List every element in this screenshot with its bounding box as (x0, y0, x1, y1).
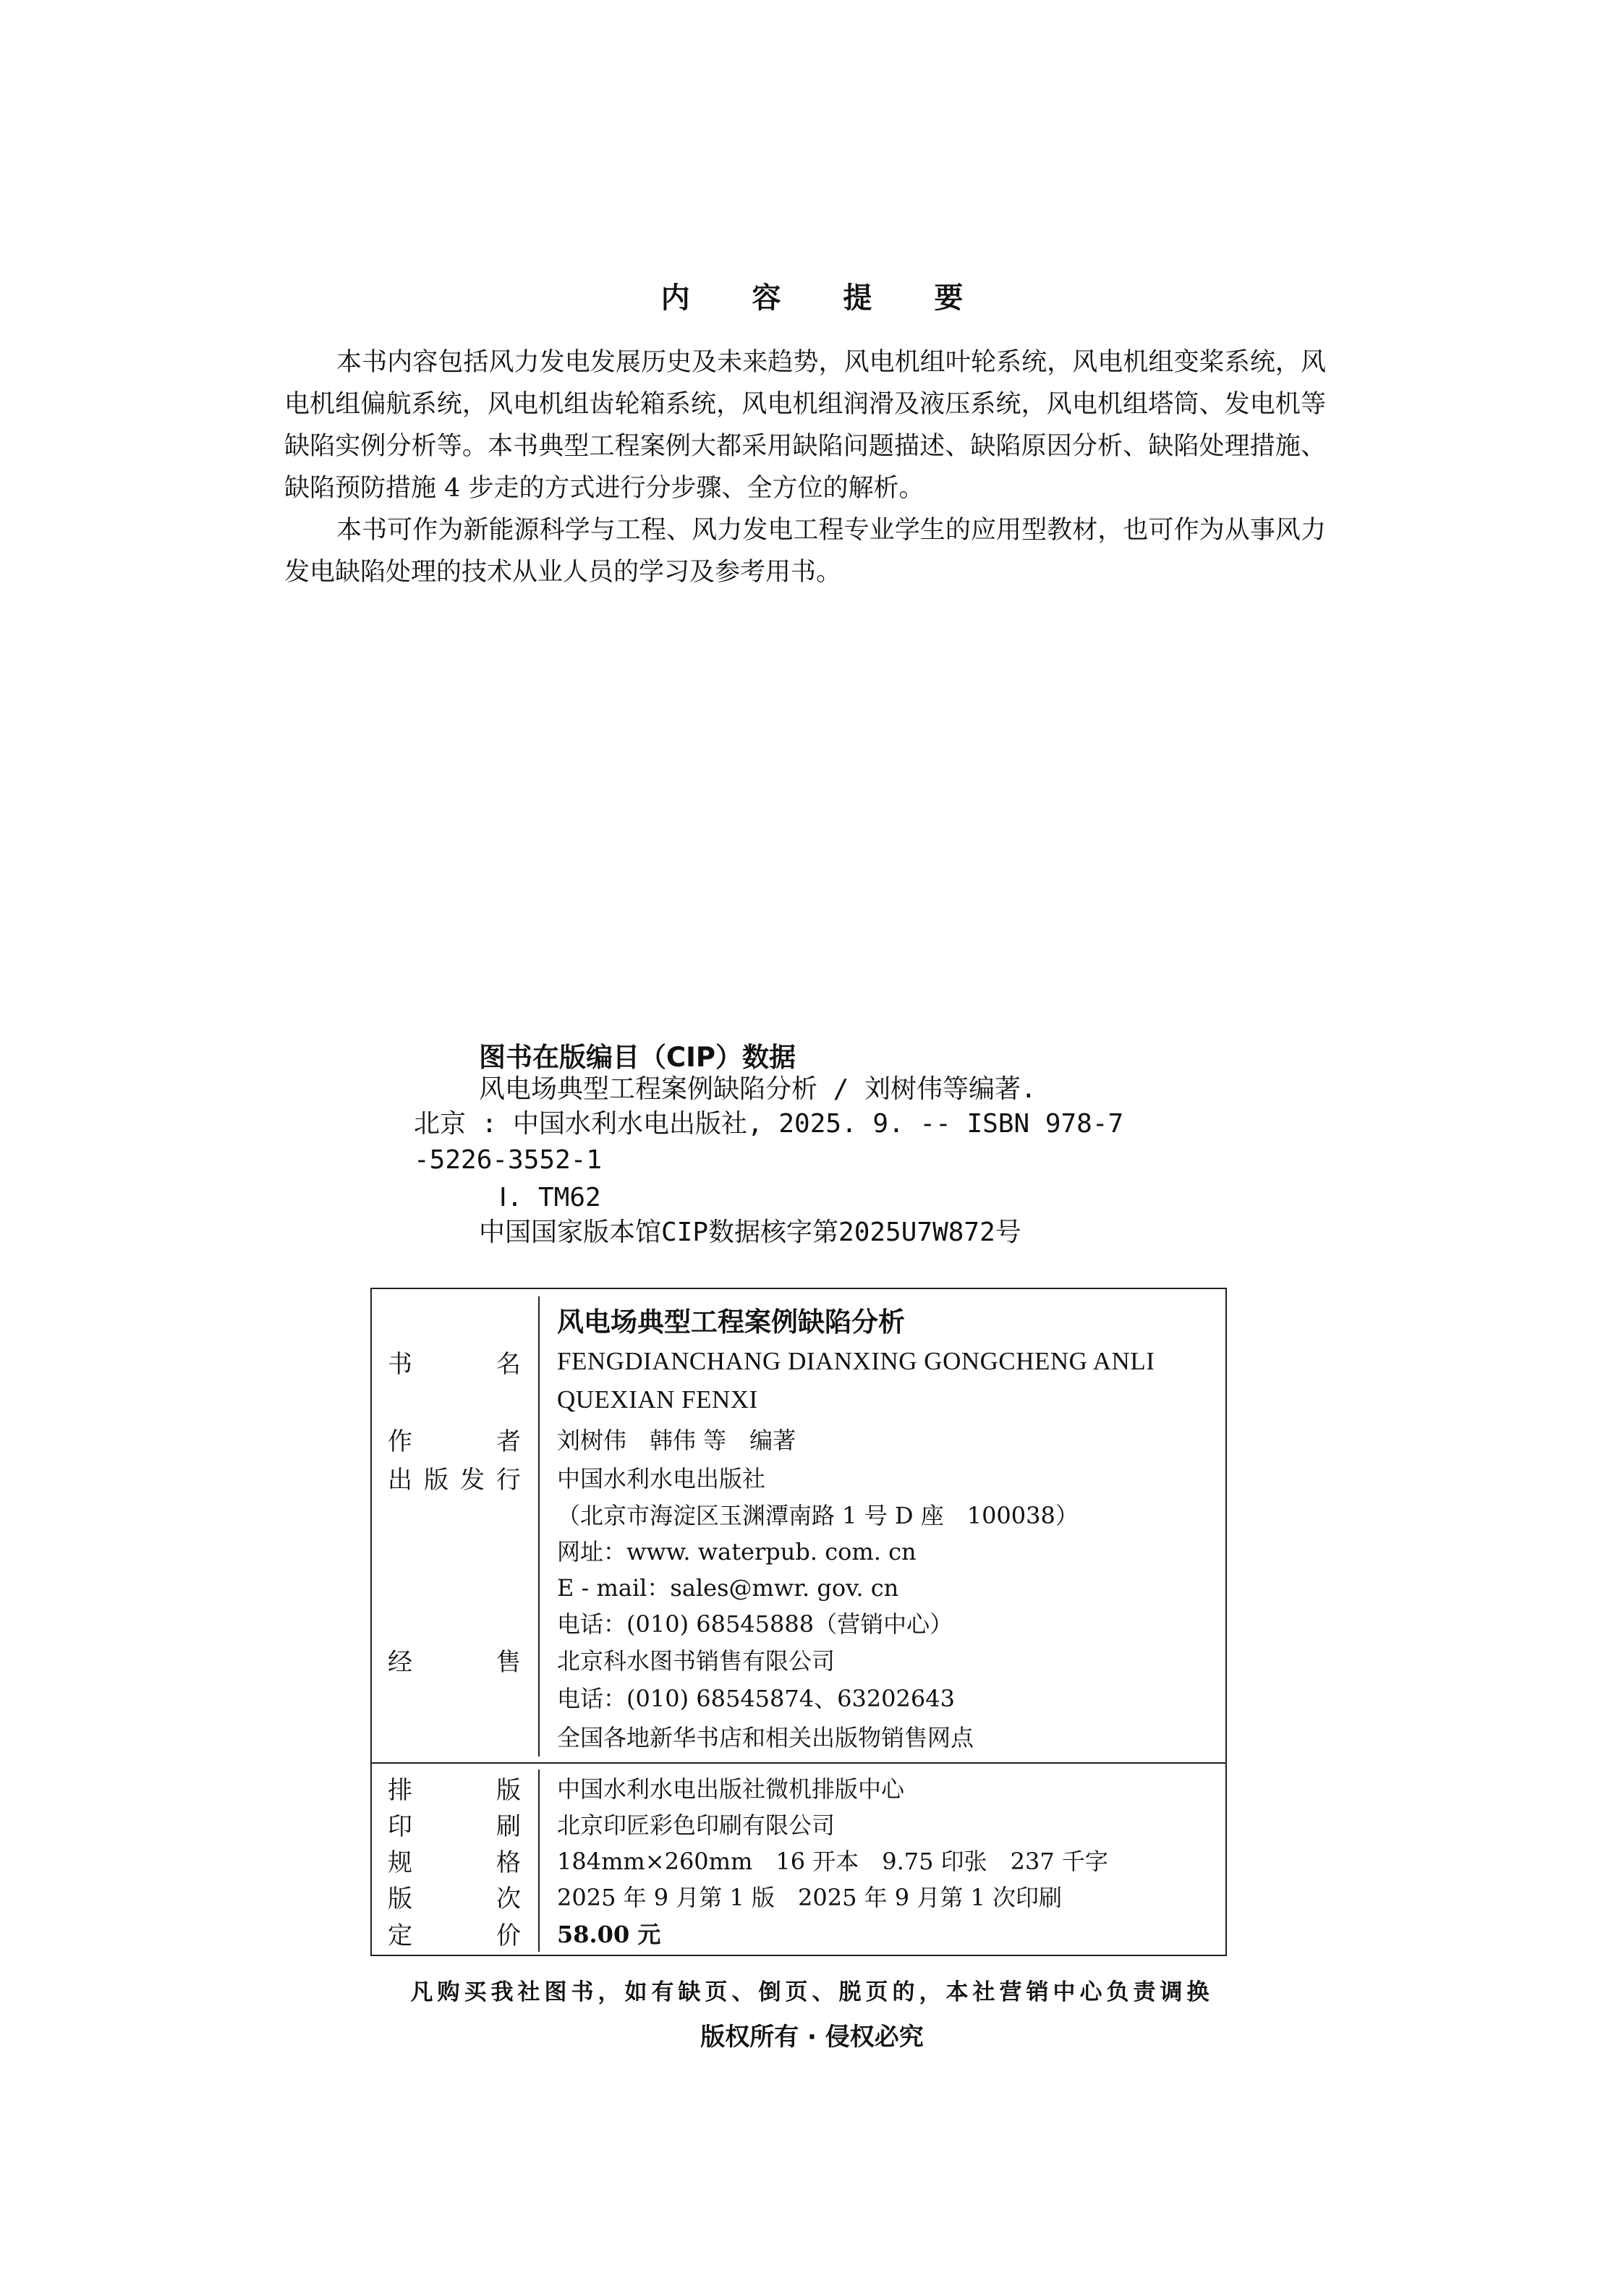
distributor-name: 北京科水图书销售有限公司 (557, 1647, 836, 1675)
table-key-char: 格 (496, 1848, 521, 1877)
printing-value: 北京印匠彩色印刷有限公司 (557, 1811, 836, 1839)
table-key-edition (372, 1878, 540, 1914)
table-key-empty (372, 1605, 540, 1641)
price-value: 58.00 元 (557, 1921, 661, 1948)
table-key-price (372, 1914, 540, 1952)
table-section-production (372, 1762, 1225, 1955)
table-key-char: 印 (388, 1811, 412, 1841)
table-key-empty (372, 1496, 540, 1532)
table-key-char: 者 (496, 1427, 521, 1456)
table-key-char: 售 (496, 1647, 521, 1677)
table-key-char: 定 (388, 1921, 412, 1950)
table-key-char: 经 (388, 1647, 412, 1677)
cip-line: 中国国家版本馆CIP数据核字第2025U7W872号 (479, 1218, 1021, 1247)
table-key-char: 次 (496, 1884, 521, 1913)
copyright-info-table (370, 1288, 1227, 1956)
cip-line: -5226-3552-1 (414, 1145, 603, 1175)
table-key-char: 版 (388, 1884, 412, 1913)
table-key-spec (372, 1842, 540, 1878)
publisher-email: E - mail：sales@mwr. gov. cn (557, 1574, 899, 1602)
table-key-char: 书 (388, 1349, 412, 1379)
table-key-empty (372, 1568, 540, 1605)
spec-value: 184mm×260mm 16 开本 9.75 印张 237 千字 (557, 1848, 1108, 1875)
summary-paragraph-2: 本书可作为新能源科学与工程、风力发电工程专业学生的应用型教材，也可作为从事风力发电缺陷处理的技术从业人员的学习及参考用书。 (284, 516, 1326, 587)
table-key-empty (372, 1532, 540, 1568)
table-key-char: 排 (388, 1775, 412, 1805)
cip-line: 风电场典型工程案例缺陷分析 / 刘树伟等编著. (479, 1074, 1037, 1104)
author-value: 刘树伟 韩伟 等 编著 (557, 1427, 796, 1454)
summary-title: 内 容 提 要 (660, 281, 990, 315)
cip-line: 北京 : 中国水利水电出版社, 2025. 9. -- ISBN 978-7 (414, 1109, 1124, 1139)
table-key-char: 刷 (496, 1811, 521, 1841)
table-key-char: 名 (496, 1349, 521, 1379)
table-key-printing (372, 1806, 540, 1842)
book-title-en: FENGDIANCHANG DIANXING GONGCHENG ANLI (557, 1347, 1155, 1375)
table-key-publisher (372, 1458, 540, 1496)
table-key-author (372, 1419, 540, 1458)
table-key-char: 作 (388, 1427, 412, 1456)
table-section-publication (372, 1289, 1225, 1762)
table-key-empty (372, 1296, 540, 1343)
table-key-empty (372, 1716, 540, 1756)
footer-notice: 凡购买我社图书，如有缺页、倒页、脱页的，本社营销中心负责调换 (410, 1979, 1214, 2005)
footer-rights: 版权所有 · 侵权必究 (700, 2023, 924, 2052)
table-key-char: 行 (496, 1465, 521, 1495)
table-key-char: 版 (424, 1465, 448, 1495)
typesetting-value: 中国水利水电出版社微机排版中心 (557, 1775, 905, 1803)
book-title-cn: 风电场典型工程案例缺陷分析 (557, 1307, 905, 1338)
distributor-phone: 电话：(010) 68545874、63202643 (557, 1685, 955, 1712)
table-key-empty (372, 1678, 540, 1716)
table-key-char: 价 (496, 1921, 521, 1950)
publisher-name: 中国水利水电出版社 (557, 1465, 766, 1492)
table-key-char: 出 (388, 1465, 412, 1495)
table-key-empty (372, 1380, 540, 1419)
publisher-phone: 电话：(010) 68545888（营销中心） (557, 1610, 953, 1638)
cip-heading: 图书在版编目（CIP）数据 (479, 1042, 796, 1073)
table-key-char: 规 (388, 1848, 412, 1877)
cip-line: Ⅰ. TM62 (499, 1183, 601, 1212)
table-key-book-name (372, 1343, 540, 1380)
book-title-en: QUEXIAN FENXI (557, 1385, 758, 1414)
publisher-web: 网址：www. waterpub. com. cn (557, 1538, 917, 1565)
publisher-address: （北京市海淀区玉渊潭南路 1 号 D 座 100038） (557, 1502, 1079, 1529)
table-key-distributor (372, 1641, 540, 1678)
summary-paragraph-1: 本书内容包括风力发电发展历史及未来趋势，风电机组叶轮系统，风电机组变桨系统，风电机组偏航系统，风电机组齿轮箱系统，风电机组润滑及液压系统，风电机组塔筒、发电机等缺陷实例分析等。本书典型工程案例大都采用缺陷问题描述、缺陷原因分析、缺陷处理措施、缺陷预防措施 4 步走的方式进行分步骤、全方位的解析。 (284, 348, 1326, 503)
table-key-typesetting (372, 1769, 540, 1806)
edition-value: 2025 年 9 月第 1 版 2025 年 9 月第 1 次印刷 (557, 1884, 1063, 1911)
table-key-char: 版 (496, 1775, 521, 1805)
distributor-network: 全国各地新华书店和相关出版物销售网点 (557, 1724, 974, 1751)
table-key-char: 发 (460, 1465, 485, 1495)
